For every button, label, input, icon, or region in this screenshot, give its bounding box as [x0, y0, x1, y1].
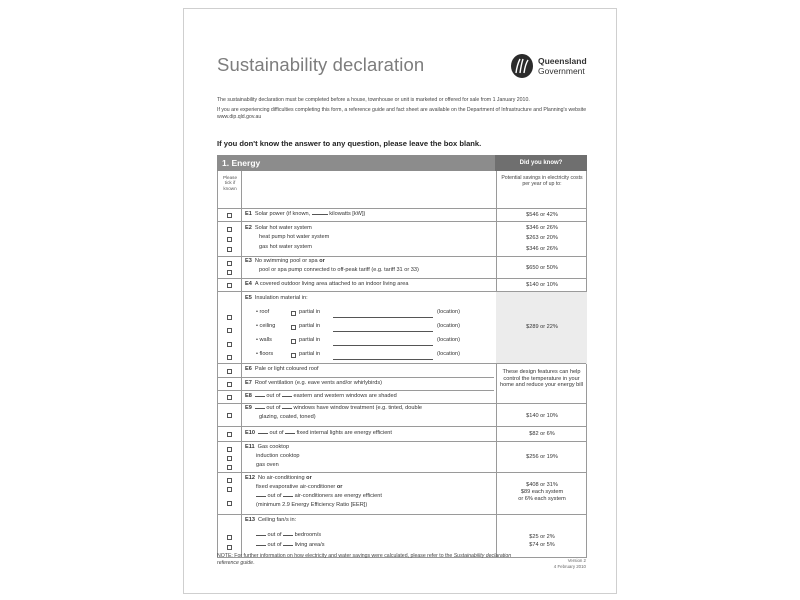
e10-total-blank[interactable] — [285, 429, 295, 434]
e10-saving: $82 or 6% — [529, 431, 555, 437]
e5-walls-label: • walls — [256, 337, 272, 343]
e6-e8-saving-note: These design features can help control the temperature in your home and reduce your energy bill — [499, 369, 584, 389]
e8-text: E8 out of eastern and western windows are shaded — [245, 393, 397, 399]
e4-checkbox[interactable] — [227, 283, 232, 288]
e5-roof-location-field[interactable] — [333, 313, 433, 318]
e2-heat-pump-checkbox[interactable] — [227, 237, 232, 242]
e12-text: (minimum 2.9 Energy Efficiency Ratio [EER]) — [256, 502, 368, 508]
e13-bedroom-count-blank[interactable] — [256, 531, 266, 536]
e5-ceiling-partial-checkbox[interactable] — [291, 325, 296, 330]
e9-saving: $140 or 10% — [526, 413, 558, 419]
e13-living-total-blank[interactable] — [283, 541, 293, 546]
e3-text: E3 No swimming pool or spa or — [245, 258, 325, 264]
table-row — [218, 208, 586, 221]
e1-checkbox[interactable] — [227, 213, 232, 218]
partial-label: partial in — [299, 337, 321, 343]
intro-paragraph: If you are experiencing difficulties completing this form, a reference guide and fact sheet are available on the Department of Infrastructure and Planning's website www.dip.qld.gov.au — [217, 107, 587, 120]
e11-text: gas oven — [256, 462, 279, 468]
location-label: (location) — [437, 323, 461, 329]
e2-gas-checkbox[interactable] — [227, 247, 232, 252]
table-row — [218, 291, 586, 363]
e5-roof-checkbox[interactable] — [227, 315, 232, 320]
e11-gas-oven-checkbox[interactable] — [227, 465, 232, 470]
e13-bedroom-total-blank[interactable] — [283, 531, 293, 536]
e10-count-blank[interactable] — [258, 429, 268, 434]
table-row — [218, 221, 586, 256]
reference-guide-title: Sustainability declaration reference guide — [217, 553, 512, 566]
e8-checkbox[interactable] — [227, 395, 232, 400]
e2-solar-checkbox[interactable] — [227, 227, 232, 232]
did-you-know-header: Did you know? — [495, 155, 587, 171]
e2-text: heat pump hot water system — [259, 234, 330, 240]
e2-saving: $263 or 20% — [526, 235, 558, 241]
e4-text: E4 A covered outdoor living area attached to an indoor living area — [245, 281, 409, 287]
e10-text: E10 out of fixed internal lights are energy efficient — [245, 430, 392, 436]
e12-text: fixed evaporative air-conditioner or — [256, 484, 343, 490]
e11-text: induction cooktop — [256, 453, 300, 459]
e5-roof-partial-checkbox[interactable] — [291, 311, 296, 316]
queensland-government-logo — [510, 53, 596, 85]
e13-bedroom-checkbox[interactable] — [227, 535, 232, 540]
e8-total-blank[interactable] — [282, 392, 292, 397]
e9-text: E9 out of windows have window treatment (e.g. tinted, double — [245, 405, 422, 411]
e12-saving: $89 each system — [520, 489, 564, 495]
e2-text: gas hot water system — [259, 244, 312, 250]
logo-line1: Queensland — [538, 56, 587, 66]
e2-saving: $346 or 26% — [526, 225, 558, 231]
e5-floors-partial-checkbox[interactable] — [291, 353, 296, 358]
e6-text: E6 Pale or light coloured roof — [245, 366, 319, 372]
e13-text: out of bedroom/s — [256, 531, 321, 541]
e13-saving: $25 or 2% — [529, 534, 555, 540]
e5-floors-label: • floors — [256, 351, 274, 357]
e13-text: E13 Ceiling fan/s in: — [245, 517, 297, 523]
e12-evaporative-checkbox[interactable] — [227, 487, 232, 492]
e12-text: E12 No air-conditioning or — [245, 475, 312, 481]
e5-text: E5 Insulation material in: — [245, 295, 308, 301]
e4-saving: $140 or 10% — [526, 282, 558, 288]
table-body — [217, 171, 587, 558]
e5-roof-label: • roof — [256, 309, 270, 315]
e13-living-count-blank[interactable] — [256, 541, 266, 546]
e13-text: out of living area/s — [256, 541, 325, 551]
e11-text: E11 Gas cooktop — [245, 444, 290, 450]
e13-living-checkbox[interactable] — [227, 545, 232, 550]
form-page — [183, 8, 617, 594]
e9-text: glazing, coated, toned) — [259, 414, 316, 420]
e9-total-blank[interactable] — [282, 404, 292, 409]
e5-walls-partial-checkbox[interactable] — [291, 339, 296, 344]
e3-no-pool-checkbox[interactable] — [227, 261, 232, 266]
e10-checkbox[interactable] — [227, 432, 232, 437]
e12-efficient-checkbox[interactable] — [227, 501, 232, 506]
partial-label: partial in — [299, 309, 321, 315]
table-row — [218, 377, 494, 390]
e11-gas-cooktop-checkbox[interactable] — [227, 447, 232, 452]
footer-note: NOTE: For further information on how electricity and water savings were calculated, please refer to the Sustainability declaration reference guide. — [217, 553, 512, 566]
table-row — [218, 390, 494, 403]
e2-text: E2 Solar hot water system — [245, 225, 312, 231]
e5-walls-location-field[interactable] — [333, 341, 433, 346]
e12-text: out of air-conditioners are energy efficient — [256, 492, 382, 502]
e12-count-blank[interactable] — [256, 492, 266, 497]
e12-saving: $408 or 31% — [526, 482, 558, 488]
e6-checkbox[interactable] — [227, 369, 232, 374]
e5-ceiling-checkbox[interactable] — [227, 328, 232, 333]
e11-saving: $256 or 19% — [526, 454, 558, 460]
energy-table — [217, 155, 587, 558]
e5-saving: $289 or 22% — [526, 324, 558, 330]
intro-paragraph: The sustainability declaration must be completed before a house, townhouse or unit is marketed or offered for sale from 1 January 2010. — [217, 97, 530, 103]
kw-blank[interactable] — [312, 210, 328, 215]
page-title: Sustainability declaration — [217, 54, 425, 75]
table-row — [218, 514, 586, 558]
savings-column-header: Potential savings in electricity costs per year of up to: — [501, 175, 583, 188]
e1-saving: $546 or 42% — [526, 212, 558, 218]
table-row — [218, 472, 586, 514]
table-row — [218, 441, 586, 472]
intro-text — [217, 97, 595, 124]
e12-total-blank[interactable] — [283, 492, 293, 497]
section-header — [217, 155, 587, 171]
e11-induction-checkbox[interactable] — [227, 456, 232, 461]
e5-floors-checkbox[interactable] — [227, 355, 232, 360]
e12-no-ac-checkbox[interactable] — [227, 478, 232, 483]
table-row — [218, 256, 586, 278]
partial-label: partial in — [299, 323, 321, 329]
location-label: (location) — [437, 337, 461, 343]
e9-checkbox[interactable] — [227, 413, 232, 418]
tick-column-header: Please tick if known — [222, 175, 238, 191]
e2-saving: $346 or 26% — [526, 246, 558, 252]
e1-text: E1 Solar power (if known, kilowatts [kW]) — [245, 211, 366, 217]
e3-pump-checkbox[interactable] — [227, 270, 232, 275]
logo-line2: Government — [538, 66, 585, 76]
e3-text: pool or spa pump connected to off-peak tariff (e.g. tariff 31 or 33) — [259, 267, 419, 273]
e3-saving: $650 or 50% — [526, 265, 558, 271]
location-label: (location) — [437, 309, 461, 315]
e8-count-blank[interactable] — [255, 392, 265, 397]
e12-saving: or 6% each system — [518, 496, 566, 502]
partial-label: partial in — [299, 351, 321, 357]
e5-walls-checkbox[interactable] — [227, 342, 232, 347]
instruction-heading: If you don't know the answer to any question, please leave the box blank. — [217, 139, 482, 148]
e7-checkbox[interactable] — [227, 382, 232, 387]
e5-ceiling-location-field[interactable] — [333, 327, 433, 332]
e5-ceiling-label: • ceiling — [256, 323, 276, 329]
section-title: 1. Energy — [222, 158, 261, 168]
e13-saving: $74 or 5% — [529, 542, 555, 548]
e5-floors-location-field[interactable] — [333, 355, 433, 360]
e9-count-blank[interactable] — [255, 404, 265, 409]
coat-of-arms-icon — [510, 53, 534, 79]
table-row — [218, 403, 586, 426]
table-row — [218, 278, 586, 291]
location-label: (location) — [437, 351, 461, 357]
version-info: Version 2 4 February 2010 — [553, 558, 586, 569]
table-row — [218, 426, 586, 441]
e7-text: E7 Roof ventilation (e.g. eave vents and/or whirlybirds) — [245, 380, 383, 386]
